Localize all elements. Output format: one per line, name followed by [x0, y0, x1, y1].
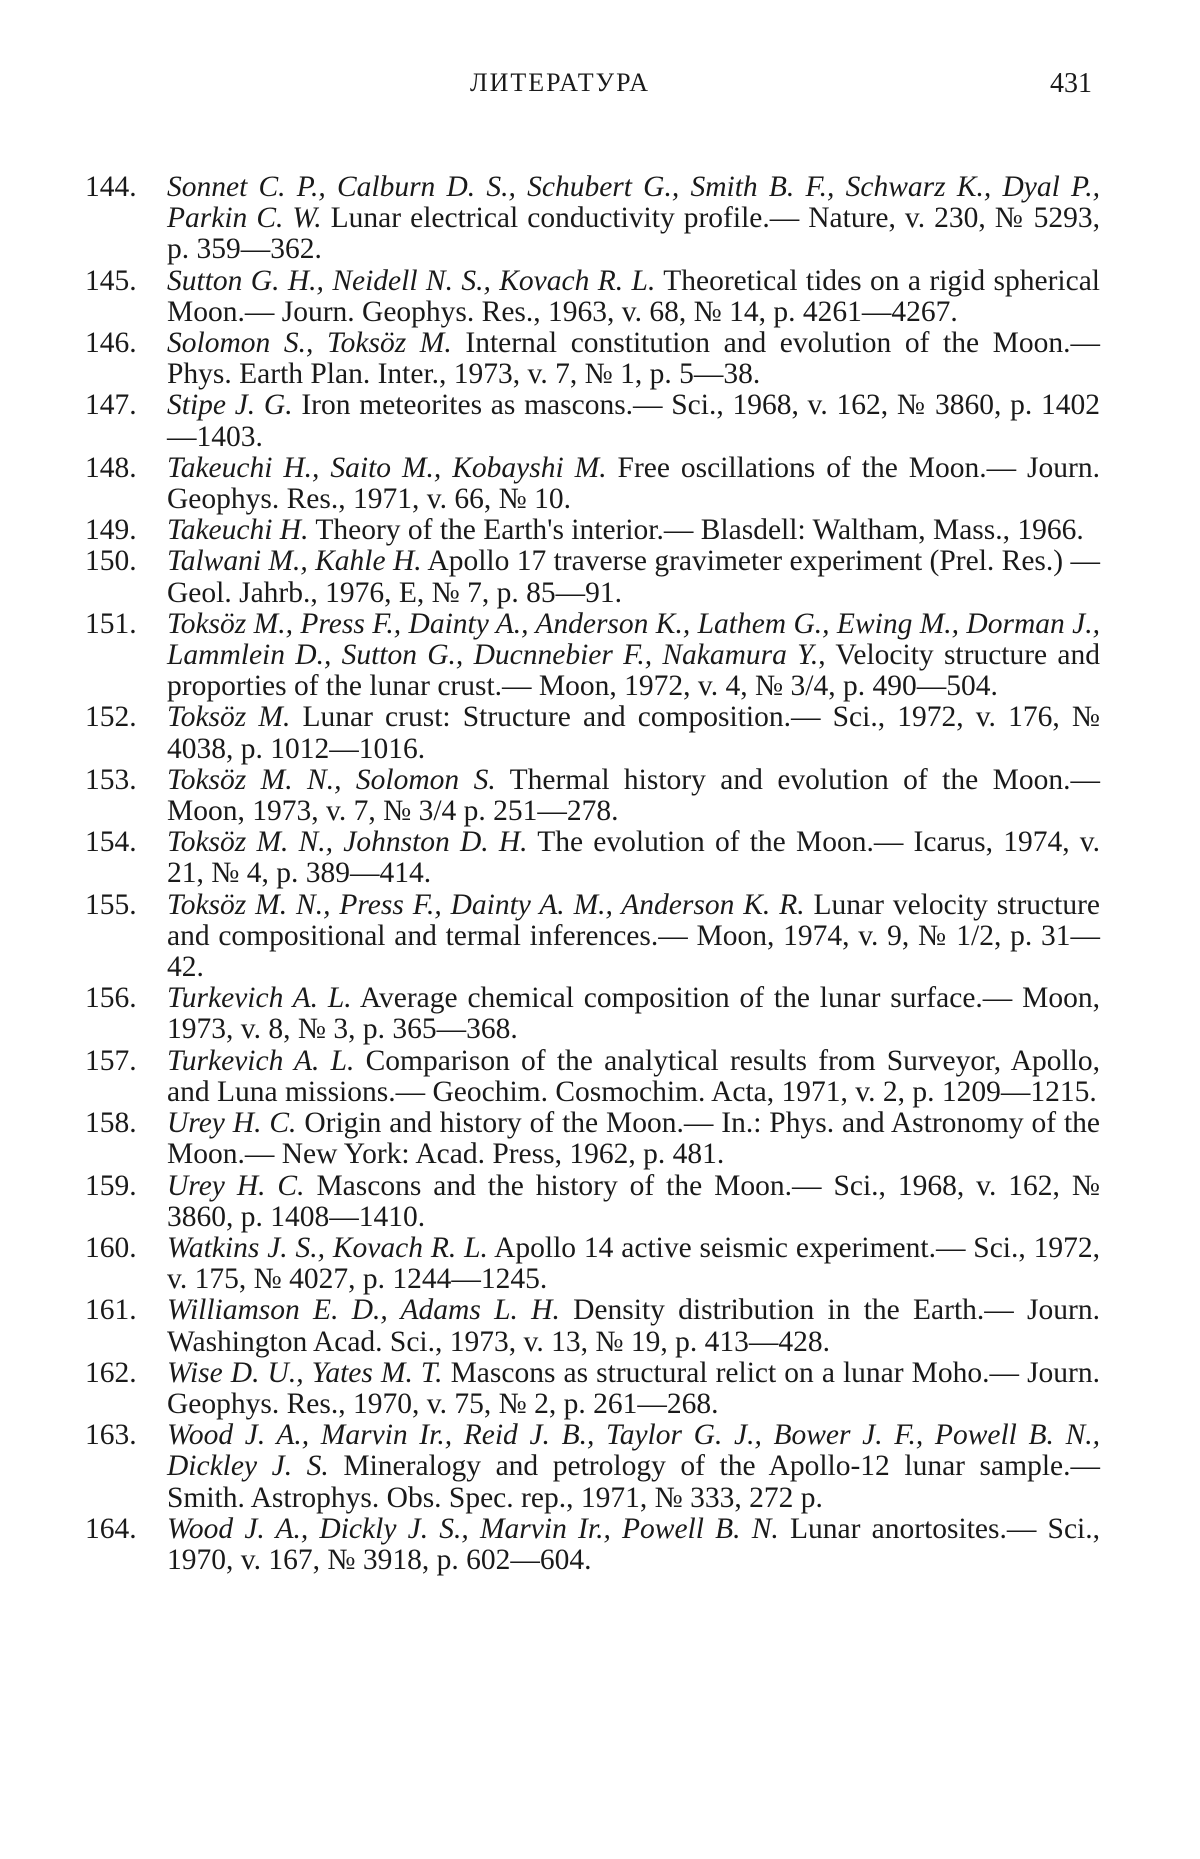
reference-item [85, 515, 1100, 546]
reference-number: 146. [85, 327, 137, 360]
reference-authors: Sutton G. H., Neidell N. S., Kovach R. L. [167, 264, 656, 297]
reference-list [85, 172, 1100, 1576]
reference-authors: Toksöz M. N., Solomon S. [167, 763, 496, 796]
reference-number: 150. [85, 545, 137, 578]
page-number: 431 [1050, 68, 1092, 99]
reference-number: 156. [85, 982, 137, 1015]
reference-authors: Turkevich A. L. [167, 982, 352, 1015]
reference-authors: Watkins J. S., Kovach R. L. [167, 1231, 488, 1264]
reference-item [85, 1295, 1100, 1357]
reference-authors: Stipe J. G. [167, 389, 293, 422]
reference-item [85, 1046, 1100, 1108]
reference-item [85, 827, 1100, 889]
reference-authors: Wood J. A., Dickly J. S., Marvin Ir., Powell B. N. [167, 1512, 779, 1545]
reference-number: 163. [85, 1419, 137, 1452]
reference-authors: Urey H. C. [167, 1107, 297, 1140]
reference-item [85, 1108, 1100, 1170]
reference-text: , Velocity structure and proporties of the lunar crust.— Moon, 1972, v. 4, № 3/4, p. 490—504. [167, 639, 1101, 703]
reference-item [85, 390, 1100, 452]
reference-text: Theoretical tides on a rigid spherical Moon.— Journ. Geophys. Res., 1963, v. 68, № 14, p. 4261—4267. [167, 264, 1100, 328]
reference-authors: Toksöz M. [167, 701, 291, 734]
reference-text: Apollo 14 active seismic experiment.— Sci., 1972, v. 175, № 4027, p. 1244—1245. [167, 1231, 1100, 1296]
reference-authors: Toksöz M. N., Press F., Dainty A. M., Anderson K. R. [167, 888, 805, 921]
reference-authors: Toksöz M. N., Johnston D. H. [167, 826, 528, 859]
reference-number: 147. [85, 389, 137, 422]
reference-item [85, 1514, 1100, 1576]
reference-number: 162. [85, 1356, 137, 1389]
reference-number: 145. [85, 264, 137, 297]
reference-number: 161. [85, 1294, 137, 1327]
reference-item [85, 1358, 1100, 1420]
reference-number: 153. [85, 763, 137, 796]
reference-item [85, 1171, 1100, 1233]
reference-item [85, 765, 1100, 827]
reference-number: 152. [85, 701, 137, 734]
reference-text: Lunar electrical conductivity profile.— Nature, v. 230, № 5293, p. 359—362. [167, 202, 1100, 266]
reference-number: 164. [85, 1512, 137, 1545]
reference-item [85, 1233, 1100, 1295]
reference-item [85, 983, 1100, 1045]
reference-number: 155. [85, 888, 137, 921]
reference-text: Comparison of the analytical results from Surveyor, Apollo, and Luna missions.— Geochim. Cosmochim. Acta, 1971, v. 2, p. 1209—1215. [167, 1044, 1100, 1108]
reference-text: Lunar crust: Structure and composition.— Sci., 1972, v. 176, № 4038, p. 1012—1016. [167, 701, 1100, 765]
reference-authors: Takeuchi H. [167, 514, 309, 547]
reference-text: Mineralogy and petrology of the Apollo-12 lunar sample.— Smith. Astrophys. Obs. Spec. rep., 1971, № 333, 272 p. [167, 1450, 1100, 1514]
reference-text: The evolution of the Moon.— Icarus, 1974, v. 21, № 4, p. 389—414. [167, 826, 1100, 890]
reference-authors: Turkevich A. L. [167, 1044, 355, 1077]
reference-text: Origin and history of the Moon.— In.: Phys. and Astronomy of the Moon.— New York: Acad. Press, 1962, p. 481. [167, 1107, 1101, 1171]
reference-text: Thermal history and evolution of the Moon.— Moon, 1973, v. 7, № 3/4 p. 251—278. [167, 763, 1100, 828]
reference-item [85, 328, 1100, 390]
reference-authors: Williamson E. D., Adams L. H. [167, 1294, 560, 1327]
reference-number: 160. [85, 1231, 137, 1264]
reference-number: 159. [85, 1169, 137, 1202]
reference-number: 158. [85, 1107, 137, 1140]
reference-item [85, 266, 1100, 328]
reference-authors: Takeuchi H., Saito M., Kobayshi M. [167, 451, 607, 484]
reference-text: Free oscillations of the Moon.— Journ. Geophys. Res., 1971, v. 66, № 10. [167, 451, 1100, 516]
reference-item [85, 1420, 1100, 1514]
reference-number: 144. [85, 171, 137, 203]
reference-item [85, 546, 1100, 608]
reference-text: Lunar velocity structure and compositional and termal inferences.— Moon, 1974, v. 9, № 1/2, p. 31—42. [167, 888, 1101, 984]
reference-authors: Solomon S., Toksöz M. [167, 327, 452, 360]
reference-text: Density distribution in the Earth.— Journ. Washington Acad. Sci., 1973, v. 13, № 19, p. 413—428. [167, 1294, 1100, 1358]
reference-authors: Wise D. U., Yates M. T. [167, 1356, 443, 1389]
reference-item [85, 702, 1100, 764]
reference-item [85, 453, 1100, 515]
reference-text: Internal constitution and evolution of the Moon.— Phys. Earth Plan. Inter., 1973, v. 7, № 1, p. 5—38. [167, 327, 1101, 391]
reference-number: 148. [85, 451, 137, 484]
reference-authors: Urey H. C. [167, 1169, 305, 1202]
reference-text: Theory of the Earth's interior.— Blasdell: Waltham, Mass., 1966. [308, 514, 1084, 547]
reference-authors: Toksöz M., Press F., Dainty A., Anderson K., Lathem G., Ewing M., Dorman J., Lammlein D., Sutton G., Ducnnebier F., Nakamura Y. [167, 607, 1100, 672]
reference-number: 157. [85, 1044, 137, 1077]
reference-text: Lunar anortosites.— Sci., 1970, v. 167, № 3918, p. 602—604. [167, 1512, 1100, 1576]
reference-item [85, 172, 1100, 266]
reference-number: 149. [85, 514, 137, 547]
reference-text: Apollo 17 traverse gravimeter experiment (Prel. Res.) — Geol. Jahrb., 1976, E, № 7, p. 85—91. [167, 545, 1100, 609]
reference-item [85, 609, 1100, 703]
reference-text: Mascons as structural relict on a lunar Moho.— Journ. Geophys. Res., 1970, v. 75, № 2, p. 261—268. [167, 1356, 1100, 1420]
reference-number: 151. [85, 607, 137, 640]
reference-authors: Talwani M., Kahle H. [167, 545, 422, 578]
reference-text: Iron meteorites as mascons.— Sci., 1968, v. 162, № 3860, p. 1402—1403. [167, 389, 1100, 453]
reference-authors: Sonnet C. P., Calburn D. S., Schubert G., Smith B. F., Schwarz K., Dyal P., Parkin C. W. [167, 171, 1100, 235]
reference-text: Mascons and the history of the Moon.— Sci., 1968, v. 162, № 3860, p. 1408—1410. [167, 1169, 1101, 1233]
page-title: ЛИТЕРАТУРА [470, 68, 650, 97]
reference-number: 154. [85, 826, 137, 859]
reference-authors: Wood J. A., Marvin Ir., Reid J. B., Taylor G. J., Bower J. F., Powell B. N., Dickley J. S. [167, 1419, 1100, 1483]
reference-text: Average chemical composition of the lunar surface.— Moon, 1973, v. 8, № 3, p. 365—368. [167, 982, 1100, 1046]
page-header [0, 68, 1200, 108]
reference-item [85, 890, 1100, 984]
